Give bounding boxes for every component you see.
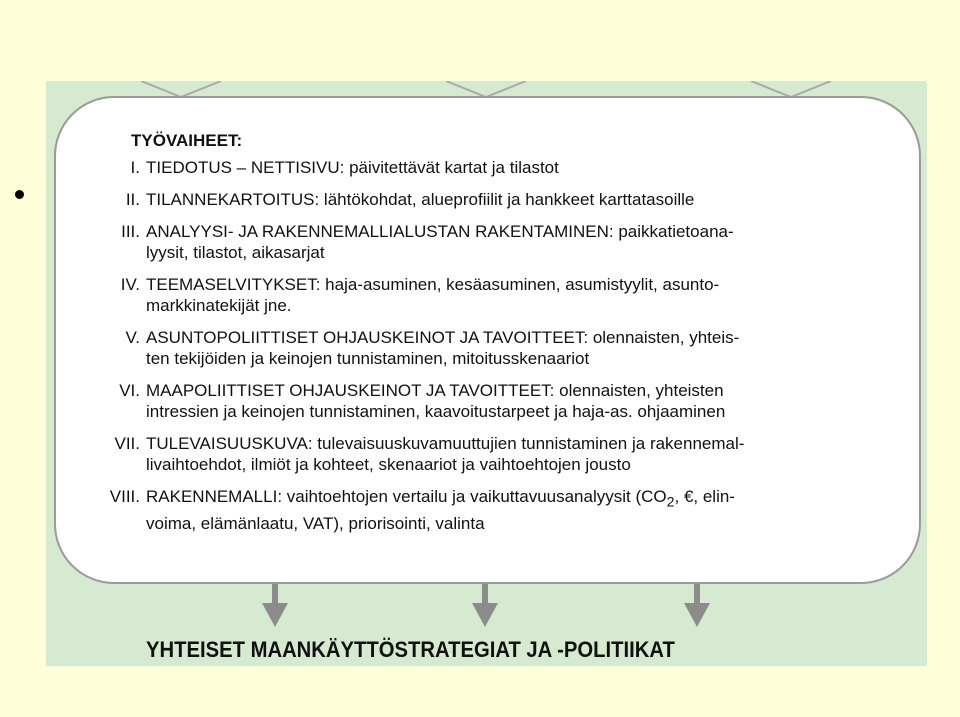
phase-line: TILANNEKARTOITUS: lähtökohdat, alueprofiilit ja hankkeet karttatasoille [146,190,695,209]
phase-text [146,380,886,422]
phase-line: lyysit, tilastot, aikasarjat [146,243,325,262]
phase-line: ASUNTOPOLIITTISET OHJAUSKEINOT JA TAVOITTEET: olennaisten, yhteis- [146,328,740,347]
work-phases-card [54,96,921,584]
slide-bullet [15,190,24,199]
phase-line: TIEDOTUS – NETTISIVU: päivitettävät kartat ja tilastot [146,158,559,177]
phase-text [146,221,886,263]
phase-line-start: RAKENNEMALLI: vaihtoehtojen vertailu ja vaikuttavuusanalyysit (CO [146,487,667,506]
phase-list [56,157,919,545]
phase-line-end: , €, elin- [674,487,735,506]
phase-item [56,157,919,178]
phase-text [146,433,886,475]
co2-subscript: 2 [666,494,675,511]
phase-item [56,380,919,422]
phase-item [56,189,919,210]
phase-line: ANALYYSI- JA RAKENNEMALLIALUSTAN RAKENTAMINEN: paikkatietoana- [146,222,734,241]
phase-line [146,486,886,513]
phase-line: TEEMASELVITYKSET: haja-asuminen, kesäasuminen, asumistyylit, asunto- [146,275,720,294]
phase-numeral: VIII. [109,487,140,506]
phase-line: voima, elämänlaatu, VAT), priorisointi, valinta [146,514,485,534]
phase-numeral: II. [125,190,140,209]
phase-item [56,221,919,263]
phase-item [56,486,919,534]
top-chevron-right [751,81,831,97]
phase-item [56,433,919,475]
top-chevron-left [141,81,221,97]
phase-line: TULEVAISUUSKUVA: tulevaisuuskuvamuuttujien tunnistaminen ja rakennemal- [146,434,745,453]
phase-line: livaihtoehdot, ilmiöt ja kohteet, skenaariot ja vaihtoehtojen jousto [146,455,631,474]
phase-text [146,189,886,210]
strategies-title: YHTEISET MAANKÄYTTÖSTRATEGIAT JA -POLITIIKAT [146,637,675,662]
phase-numeral: VII. [114,434,140,453]
diagram-panel [46,81,927,666]
work-phases-title: TYÖVAIHEET: [131,131,243,150]
phase-numeral: III. [121,222,140,241]
phase-numeral: IV. [120,275,140,294]
phase-text [146,157,886,178]
phase-text [146,274,886,316]
phase-line: ten tekijöiden ja keinojen tunnistaminen, mitoitusskenaariot [146,349,590,368]
phase-text [146,327,886,369]
phase-item [56,274,919,316]
phase-numeral: VI. [119,381,140,400]
phase-line: markkinatekijät jne. [146,296,292,315]
phase-item [56,327,919,369]
phase-text [146,486,886,534]
phase-line: intressien ja keinojen tunnistaminen, kaavoitustarpeet ja haja-as. ohjaaminen [146,402,726,421]
phase-numeral: V. [125,328,140,347]
phase-numeral: I. [130,158,140,177]
phase-line: MAAPOLIITTISET OHJAUSKEINOT JA TAVOITTEET: olennaisten, yhteisten [146,381,724,400]
top-chevron-center [446,81,526,97]
